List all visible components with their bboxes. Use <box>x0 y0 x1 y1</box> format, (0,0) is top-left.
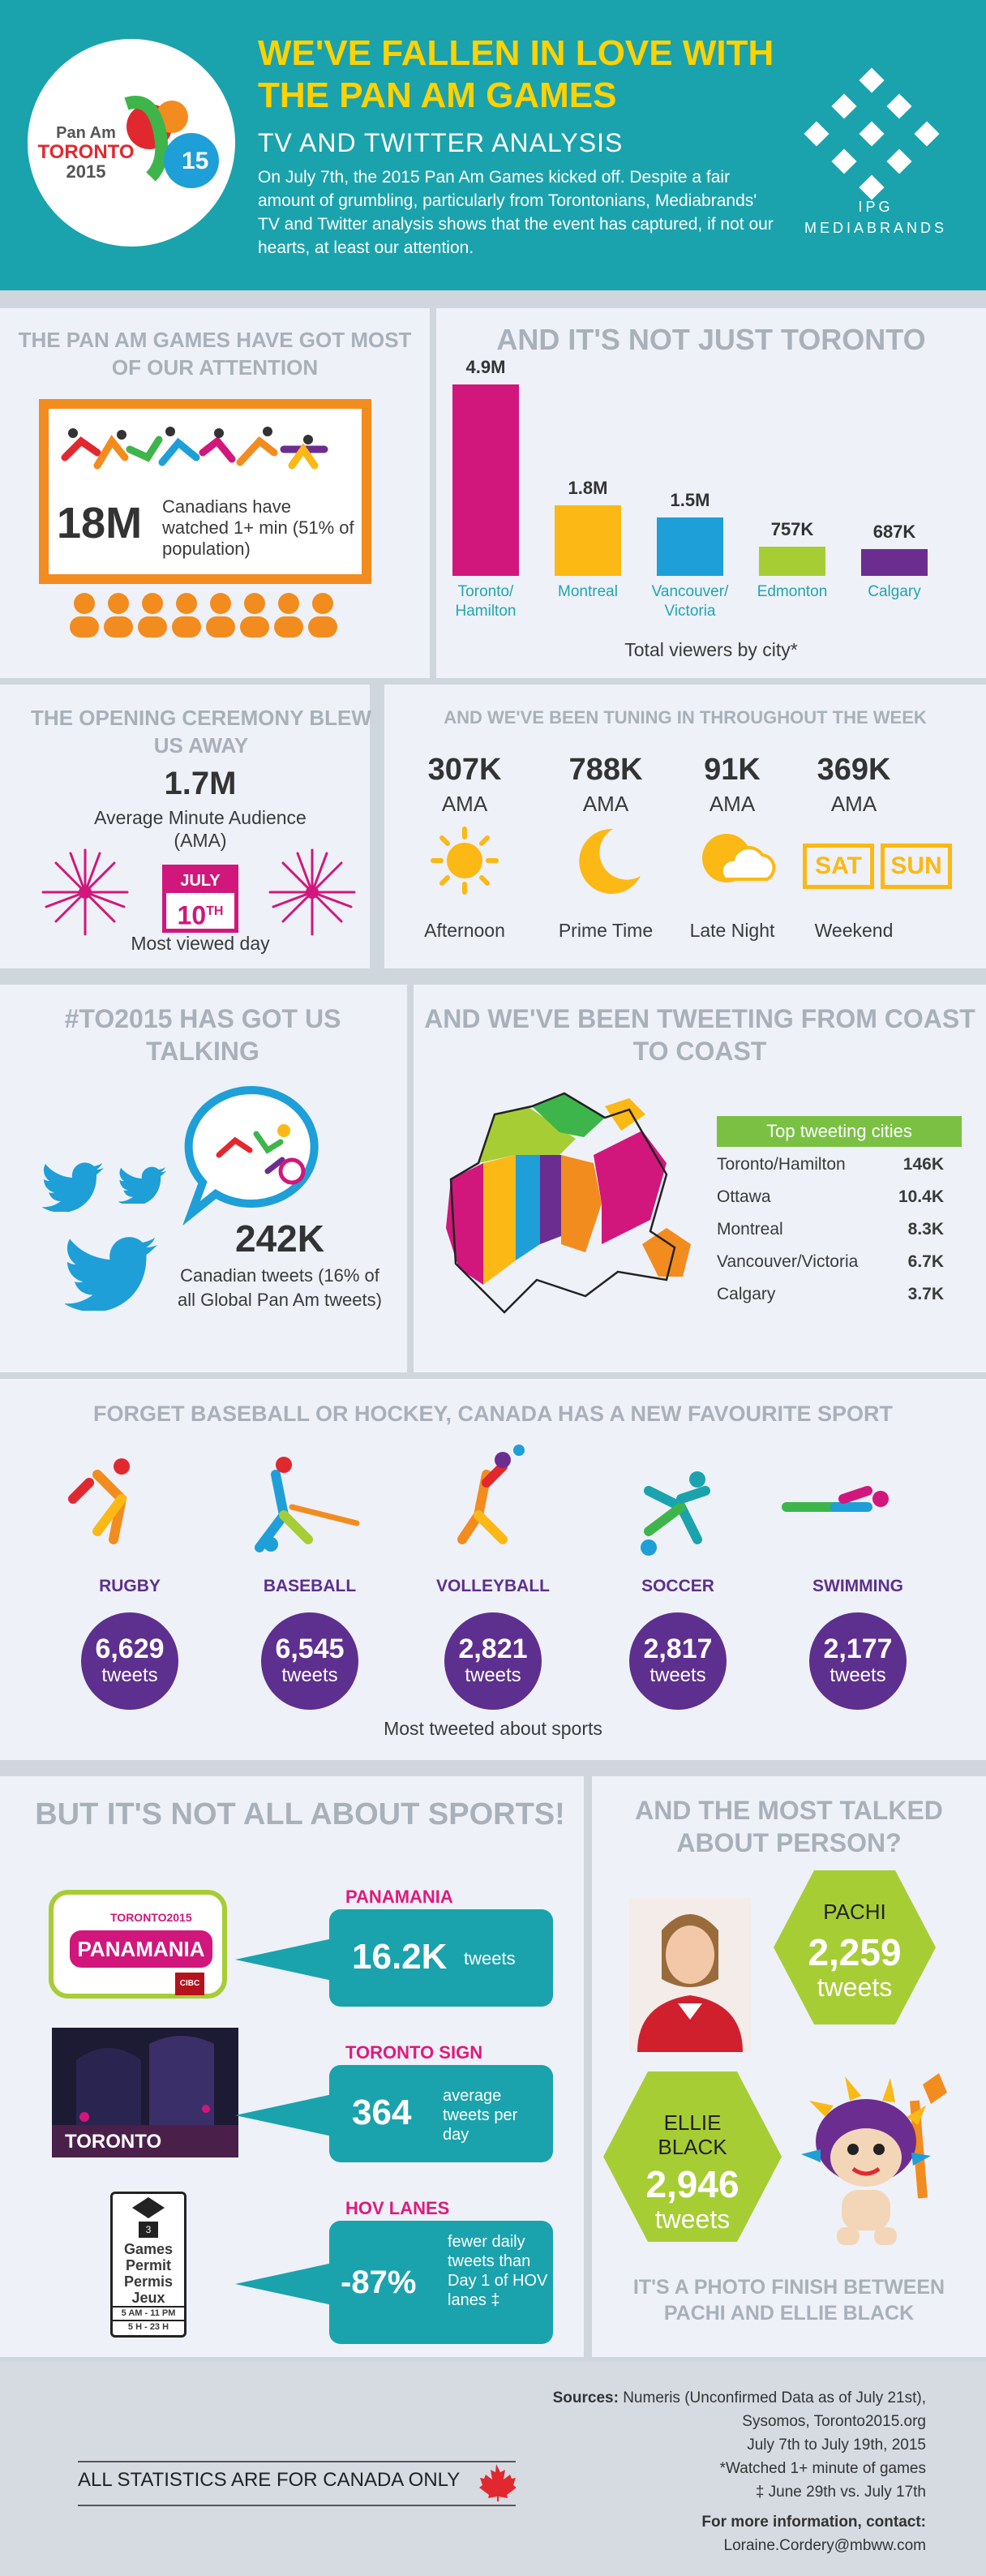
sun-icon <box>428 824 501 897</box>
bar-label-3: Edmonton <box>757 583 828 600</box>
sport-tweets-unit: tweets <box>830 1664 886 1686</box>
hov-sign-number: 3 <box>139 2222 158 2238</box>
panamania-logo-small: TORONTO2015 <box>110 1911 192 1924</box>
svg-text:15: 15 <box>182 148 209 174</box>
talking-panel <box>0 985 407 1372</box>
attention-value: 18M <box>57 499 143 547</box>
attention-text: Canadians have watched 1+ min (51% of population) <box>162 496 354 559</box>
city-value: 8.3K <box>907 1220 944 1239</box>
brand-bottom: MEDIABRANDS <box>804 220 948 236</box>
tv-screen <box>39 399 371 584</box>
table-row <box>717 1155 944 1187</box>
sport-tweets-circle-4 <box>809 1612 907 1710</box>
week-label-3: Weekend <box>814 920 894 941</box>
talking-text: Canadian tweets (16% of all Global Pan Am tweets) <box>178 1265 382 1310</box>
sport-tweets-value: 6,629 <box>95 1634 165 1664</box>
sport-name-1: BASEBALL <box>263 1577 357 1595</box>
week-value-0: 307K <box>427 753 502 787</box>
coast-title: AND WE'VE BEEN TWEETING FROM COAST TO COAST <box>424 1004 975 1066</box>
calendar-month: JULY <box>166 869 234 893</box>
ellie-value: 2,946 <box>645 2163 740 2205</box>
ceremony-panel <box>0 685 370 968</box>
city-value: 146K <box>902 1155 944 1174</box>
moon-icon <box>572 824 645 897</box>
panamania-value: 16.2K <box>352 1937 448 1977</box>
contact-email[interactable]: Loraine.Cordery@mbww.com <box>723 2537 926 2554</box>
sport-tweets-value: 6,545 <box>275 1634 345 1664</box>
bar-1 <box>555 505 621 576</box>
sport-tweets-unit: tweets <box>465 1664 521 1686</box>
canada-only-note: ALL STATISTICS ARE FOR CANADA ONLY <box>78 2469 461 2491</box>
sports-panel <box>0 1379 986 1760</box>
week-label-0: Afternoon <box>424 920 505 941</box>
table-row <box>717 1285 944 1317</box>
brand-top: IPG <box>858 199 894 215</box>
sources-line-1 <box>503 2386 926 2410</box>
sign-stat <box>329 2065 553 2162</box>
city-name: Ottawa <box>717 1187 771 1206</box>
logo-line-3: 2015 <box>66 161 106 182</box>
week-unit-3: AMA <box>830 792 877 816</box>
firework-icon <box>251 835 373 949</box>
tweeting-cities-table <box>717 1155 944 1317</box>
city-value: 3.7K <box>907 1285 944 1303</box>
sport-tweets-unit: tweets <box>281 1664 338 1686</box>
attention-title: THE PAN AM GAMES HAVE GOT MOST OF OUR ATTENTION <box>18 328 412 380</box>
ellie-name: ELLIE BLACK <box>658 2110 727 2159</box>
not-sports-panel <box>0 1776 584 2357</box>
brand-name <box>795 196 957 238</box>
sport-name-4: SWIMMING <box>812 1577 903 1595</box>
cities-title: AND IT'S NOT JUST TORONTO <box>496 323 926 356</box>
ceremony-value: 1.7M <box>164 766 237 801</box>
panamania-stat <box>329 1909 553 2007</box>
cities-bar-chart <box>436 308 986 678</box>
pachi-mascot-icon <box>801 2068 963 2255</box>
page-title: WE'VE FALLEN IN LOVE WITH THE PAN AM GAMES <box>258 33 774 115</box>
city-name: Montreal <box>717 1220 783 1239</box>
week-label-1: Prime Time <box>558 920 654 941</box>
panamania-logo-text: PANAMANIA <box>70 1930 212 1968</box>
bar-4 <box>861 549 928 576</box>
twitter-bird-icon <box>42 1160 107 1212</box>
hov-sign-line: 5 AM - 11 PM <box>113 2306 184 2320</box>
city-name: Calgary <box>717 1285 776 1303</box>
pachi-value: 2,259 <box>808 1931 902 1973</box>
sources-text-1: Numeris (Unconfirmed Data as of July 21st), <box>623 2389 926 2406</box>
sign-label: TORONTO SIGN <box>345 2042 483 2063</box>
talking-title: #TO2015 HAS GOT US TALKING <box>64 1004 341 1066</box>
bar-value-3: 757K <box>770 519 814 539</box>
coast-table-title: Top tweeting cities <box>717 1116 962 1147</box>
week-unit-0: AMA <box>441 792 488 816</box>
sources-block <box>503 2386 926 2557</box>
sports-title: FORGET BASEBALL OR HOCKEY, CANADA HAS A NEW FAVOURITE SPORT <box>92 1402 894 1426</box>
twitter-bird-icon <box>65 1233 162 1311</box>
callout-pointer-icon <box>235 2252 332 2316</box>
person-title: AND THE MOST TALKED ABOUT PERSON? <box>635 1796 943 1857</box>
logo-line-1: Pan Am <box>56 124 116 142</box>
callout-pointer-icon <box>235 2083 332 2148</box>
bar-value-1: 1.8M <box>568 478 608 498</box>
twitter-bird-icon <box>118 1165 167 1204</box>
bar-label-2: Vancouver/ Victoria <box>651 583 729 620</box>
speech-bubble-icon <box>178 1082 324 1228</box>
ceremony-caption: Most viewed day <box>131 933 270 954</box>
firework-icon <box>24 835 146 949</box>
hov-sign-line: 5 H - 23 H <box>113 2320 184 2333</box>
table-row <box>717 1220 944 1252</box>
sport-tweets-circle-2 <box>444 1612 542 1710</box>
bar-2 <box>657 517 723 576</box>
sport-name-0: RUGBY <box>99 1577 161 1595</box>
calendar-day: 10 <box>177 900 207 930</box>
toronto-sign-text: TORONTO <box>65 2131 162 2153</box>
week-unit-2: AMA <box>709 792 756 816</box>
panamania-logo <box>49 1890 227 1999</box>
diamond-icon <box>132 2197 165 2218</box>
toronto-sign-photo <box>52 2028 238 2157</box>
sports-caption: Most tweeted about sports <box>384 1718 602 1739</box>
sport-tweets-unit: tweets <box>649 1664 706 1686</box>
week-panel <box>384 685 986 968</box>
not-sports-title: BUT IT'S NOT ALL ABOUT SPORTS! <box>35 1797 565 1831</box>
hov-label: HOV LANES <box>345 2198 450 2218</box>
hov-value: -87% <box>341 2265 417 2300</box>
hov-sign <box>110 2192 186 2338</box>
saturday-badge: SAT <box>803 844 874 889</box>
hov-sign-text <box>113 2241 184 2333</box>
calendar-day-wrap <box>166 893 234 934</box>
sport-tweets-value: 2,817 <box>643 1634 713 1664</box>
calendar-icon <box>162 865 238 933</box>
footer-rule-top <box>78 2461 516 2462</box>
cities-panel <box>436 308 986 678</box>
callout-pointer-icon <box>235 1927 332 1992</box>
bar-0 <box>452 384 519 576</box>
sport-name-2: VOLLEYBALL <box>436 1577 550 1595</box>
table-row <box>717 1187 944 1220</box>
ceremony-title: THE OPENING CEREMONY BLEW US AWAY <box>31 706 371 758</box>
table-row <box>717 1252 944 1285</box>
pachi-unit: tweets <box>817 1973 893 2002</box>
audience-icon <box>65 589 373 646</box>
talking-value: 242K <box>235 1217 324 1260</box>
logo-line-2: TORONTO <box>37 141 135 163</box>
contact-label: For more information, contact: <box>701 2514 926 2531</box>
hov-sign-line: Games <box>123 2241 174 2257</box>
bar-label-1: Montreal <box>558 583 618 600</box>
person-panel <box>592 1776 986 2357</box>
sources-text-4: *Watched 1+ minute of games <box>719 2460 926 2477</box>
calendar-suffix: TH <box>206 904 224 918</box>
city-name: Toronto/Hamilton <box>717 1155 846 1174</box>
bar-label-4: Calgary <box>868 583 921 600</box>
sport-tweets-unit: tweets <box>101 1664 158 1686</box>
city-name: Vancouver/Victoria <box>717 1252 859 1271</box>
hov-stat <box>329 2221 553 2344</box>
pan-am-logo <box>28 39 235 247</box>
week-unit-1: AMA <box>582 792 629 816</box>
footer-rule-bottom <box>78 2505 516 2506</box>
hov-sign-line: Jeux <box>131 2290 165 2306</box>
sport-tweets-value: 2,821 <box>458 1634 528 1664</box>
sources-label: Sources: <box>552 2389 619 2406</box>
sources-text-5: ‡ June 29th vs. July 17th <box>755 2484 926 2501</box>
sign-value: 364 <box>352 2093 412 2132</box>
sport-pictograms-icon <box>0 1442 986 1564</box>
bar-value-4: 687K <box>872 522 916 542</box>
person-caption: IT'S A PHOTO FINISH BETWEEN PACHI AND ELLIE BLACK <box>632 2276 945 2325</box>
sunday-badge: SUN <box>881 844 952 889</box>
week-value-1: 788K <box>568 753 643 787</box>
sources-text-2: Sysomos, Toronto2015.org <box>742 2413 926 2430</box>
panamania-unit: tweets <box>464 1948 516 1968</box>
sport-tweets-value: 2,177 <box>823 1634 893 1664</box>
week-label-2: Late Night <box>689 920 775 941</box>
panamania-label: PANAMANIA <box>345 1887 453 1907</box>
cities-caption: Total viewers by city* <box>624 639 798 660</box>
canada-map-icon <box>435 1090 710 1333</box>
week-value-2: 91K <box>704 753 761 787</box>
intro-text: On July 7th, the 2015 Pan Am Games kicked off. Despite a fair amount of grumbling, particularly from Torontonians, Mediabrands' TV and Twitter analysis shows that the event has captured, if not our hearts, at least our attention. <box>258 168 774 257</box>
sign-unit: average tweets per day <box>443 2087 518 2144</box>
pachi-name: PACHI <box>823 1900 886 1924</box>
ellie-unit: tweets <box>654 2205 731 2234</box>
sport-tweets-circle-3 <box>629 1612 727 1710</box>
week-value-3: 369K <box>817 753 891 787</box>
bar-3 <box>759 547 825 576</box>
footer <box>0 2362 986 2576</box>
city-value: 6.7K <box>907 1252 944 1271</box>
attention-panel <box>0 308 430 678</box>
sponsor-logo: CIBC <box>175 1973 204 1995</box>
night-cloud-icon <box>692 822 782 895</box>
hov-unit: fewer daily tweets than Day 1 of HOV lanes ‡ <box>448 2233 548 2309</box>
sources-text-3: July 7th to July 19th, 2015 <box>747 2436 926 2454</box>
week-title: AND WE'VE BEEN TUNING IN THROUGHOUT THE WEEK <box>444 707 927 728</box>
bar-label-0: Toronto/ Hamilton <box>455 583 517 620</box>
hov-sign-line: Permis <box>123 2273 174 2290</box>
hov-sign-line: Permit <box>125 2257 172 2273</box>
page-subtitle: TV AND TWITTER ANALYSIS <box>258 128 624 157</box>
ellie-black-photo <box>629 1898 751 2052</box>
sport-name-3: SOCCER <box>641 1577 714 1595</box>
city-value: 10.4K <box>898 1187 944 1206</box>
athletes-icon <box>49 417 362 482</box>
sport-tweets-circle-1 <box>261 1612 358 1710</box>
bar-value-2: 1.5M <box>670 490 710 510</box>
ceremony-label: Average Minute Audience (AMA) <box>94 807 307 851</box>
sport-tweets-circle-0 <box>81 1612 178 1710</box>
bar-value-0: 4.9M <box>465 357 506 377</box>
header <box>0 0 986 290</box>
